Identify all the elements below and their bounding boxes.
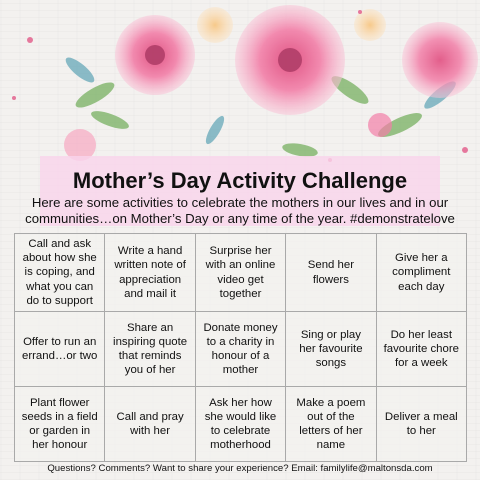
flower-right: [402, 22, 478, 98]
activity-cell: Plant flower seeds in a field or garden in her honour: [15, 387, 105, 462]
activity-cell: Call and ask about how she is coping, and what you can do to support: [15, 234, 105, 312]
activity-cell: Send her flowers: [286, 234, 376, 312]
flower-center: [235, 5, 345, 115]
activity-cell: Sing or play her favourite songs: [286, 312, 376, 387]
flower-left: [115, 15, 195, 95]
flower-small-peach: [197, 7, 233, 43]
activity-cell: Write a hand written note of appreciation and mail it: [105, 234, 195, 312]
activity-cell: Give her a compliment each day: [377, 234, 467, 312]
flower-small-peach: [354, 9, 386, 41]
flower-small-pink: [368, 113, 392, 137]
activity-cell: Surprise her with an online video get together: [196, 234, 286, 312]
activity-cell: Share an inspiring quote that reminds you of her: [105, 312, 195, 387]
contact-footer: Questions? Comments? Want to share your experience? Email: familylife@maltonsda.com: [47, 463, 433, 474]
floral-watercolor-decoration: [0, 0, 480, 175]
activity-grid: [14, 233, 467, 462]
intro-text: Here are some activities to celebrate the mothers in our lives and in our communities…on Mother’s Day or any time of the year. #demonstratelove: [25, 195, 455, 226]
activity-cell: Ask her how she would like to celebrate motherhood: [196, 387, 286, 462]
activity-cell: Offer to run an errand…or two: [15, 312, 105, 387]
activity-cell: Deliver a meal to her: [377, 387, 467, 462]
activity-cell: Call and pray with her: [105, 387, 195, 462]
activity-cell: Donate money to a charity in honour of a mother: [196, 312, 286, 387]
activity-cell: Do her least favourite chore for a week: [377, 312, 467, 387]
activity-cell: Make a poem out of the letters of her name: [286, 387, 376, 462]
page-title: Mother’s Day Activity Challenge: [72, 168, 408, 193]
